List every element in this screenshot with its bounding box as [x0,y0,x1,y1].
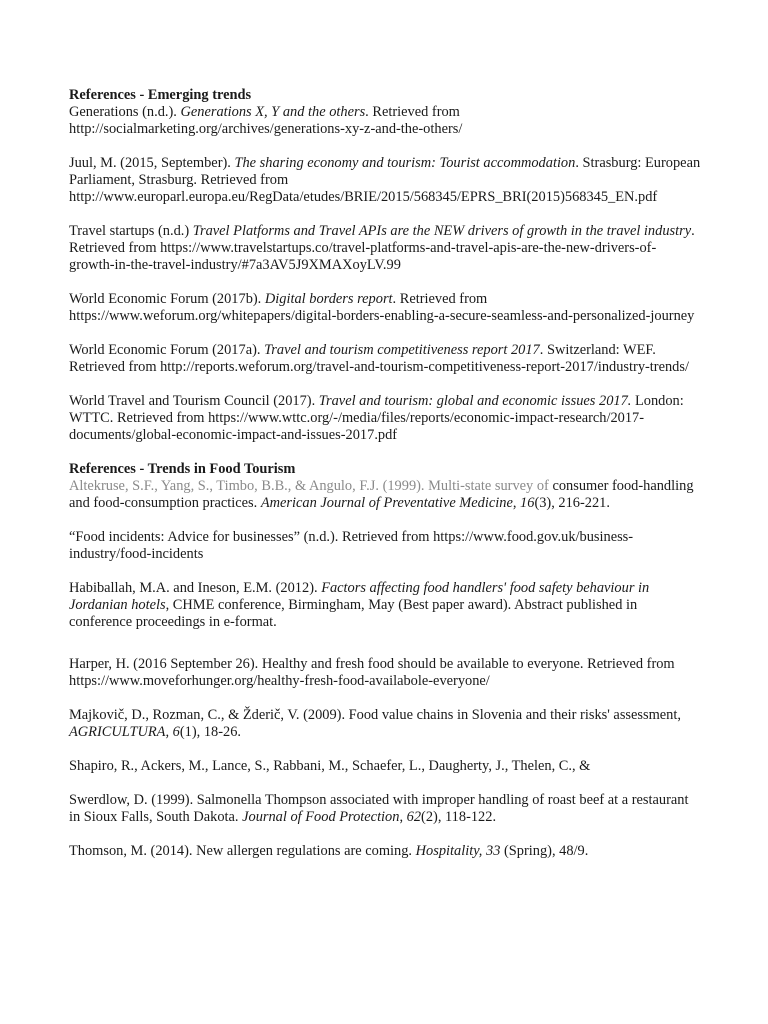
reference-thomson: Thomson, M. (2014). New allergen regulations are coming. Hospitality, 33 (Spring), 48/9. [69,843,589,859]
document-page [69,87,701,860]
reference-wef-2017b: World Economic Forum (2017b). Digital borders report. Retrieved from https://www.weforum.org/whitepapers/digital-borders-enabling-a-secure-seamless-and-personalized-journey [69,291,695,324]
reference-generations: Generations (n.d.). Generations X, Y and the others. Retrieved from http://socialmarketing.org/archives/generations-xy-z-and-the-others/ [69,104,463,137]
reference-travel-startups: Travel startups (n.d.) Travel Platforms and Travel APIs are the NEW drivers of growth in the travel industry. Retrieved from https://www.travelstartups.co/travel-platforms-and-travel-apis-are-the-new-drivers-of-growth-in-the-travel-industry/#7a3AV5J9XMAXoyLV.99 [69,223,695,273]
section-heading-food-tourism: References - Trends in Food Tourism [69,461,296,477]
section-heading-emerging-trends: References - Emerging trends [69,87,252,103]
reference-juul: Juul, M. (2015, September). The sharing economy and tourism: Tourist accommodation. Strasburg: European Parliament, Strasburg. Retrieved from http://www.europarl.europa.eu/RegData/etudes/BRIE/2015/568345/EPRS_BRI(2015)568345_EN.pdf [69,155,701,205]
reference-shapiro: Shapiro, R., Ackers, M., Lance, S., Rabbani, M., Schaefer, L., Daugherty, J., Thelen, C., & [69,758,591,774]
reference-harper: Harper, H. (2016 September 26). Healthy and fresh food should be available to everyone. Retrieved from https://www.moveforhunger.org/healthy-fresh-food-availabole-everyone/ [69,656,675,689]
reference-swerdlow: Swerdlow, D. (1999). Salmonella Thompson associated with improper handling of roast beef at a restaurant in Sioux Falls, South Dakota. Journal of Food Protection, 62(2), 118-122. [69,792,689,825]
reference-altekruse: Altekruse, S.F., Yang, S., Timbo, B.B., & Angulo, F.J. (1999). Multi-state survey of consumer food-handling and food-consumption practices. American Journal of Preventative Medicine, 16(3), 216-221. [69,478,694,511]
reference-wef-2017a: World Economic Forum (2017a). Travel and tourism competitiveness report 2017. Switzerland: WEF. Retrieved from http://reports.weforum.org/travel-and-tourism-competitiveness-report-2017/industry-trends/ [69,342,689,375]
reference-wttc-2017: World Travel and Tourism Council (2017). Travel and tourism: global and economic issues 2017. London: WTTC. Retrieved from https://www.wttc.org/-/media/files/reports/economic-impact-research/2017-documents/global-economic-impact-and-issues-2017.pdf [69,393,684,443]
reference-majkovic: Majkovič, D., Rozman, C., & Žderič, V. (2009). Food value chains in Slovenia and their risks' assessment, AGRICULTURA, 6(1), 18-26. [69,707,681,740]
reference-habiballah: Habiballah, M.A. and Ineson, E.M. (2012). Factors affecting food handlers' food safety behaviour in Jordanian hotels, CHME conference, Birmingham, May (Best paper award). Abstract published in conference proceedings in e-format. [69,580,650,630]
reference-food-incidents: “Food incidents: Advice for businesses” (n.d.). Retrieved from https://www.food.gov.uk/business-industry/food-incidents [69,529,634,562]
